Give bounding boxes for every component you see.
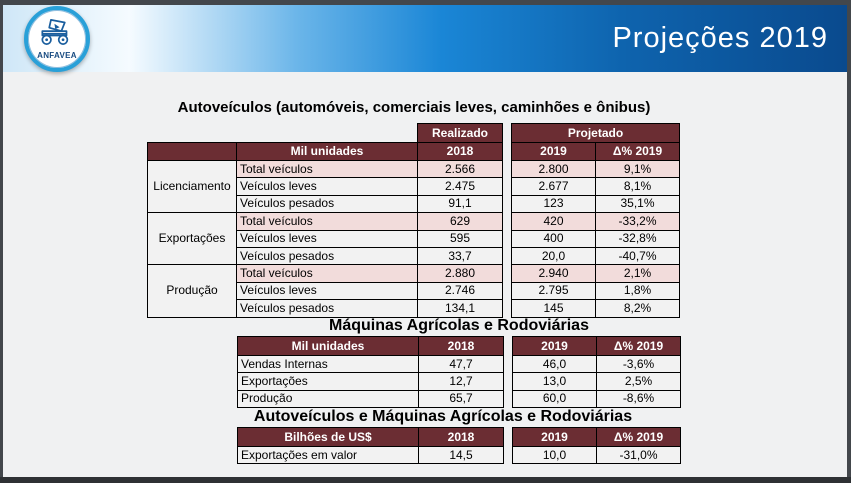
row-label: Total veículos [237,213,418,230]
value-delta: 2,1% [596,265,680,282]
table-gap [504,428,513,447]
row-label: Exportações em valor [238,447,419,464]
row-label: Veículos pesados [237,300,418,317]
projetado-header: Projetado [512,124,680,143]
value-2018: 65,7 [419,390,504,407]
unit-header: Bilhões de US$ [238,428,419,447]
year-2018-header: 2018 [419,428,504,447]
value-delta: -33,2% [596,213,680,230]
value-delta: -3,6% [597,356,681,373]
year-2019-header: 2019 [512,143,596,161]
value-2018: 91,1 [418,195,503,212]
value-2019: 2.677 [512,178,596,195]
value-2019: 420 [512,213,596,230]
year-2019-header: 2019 [513,428,597,447]
value-delta: -40,7% [596,247,680,264]
unit-header: Mil unidades [238,337,419,356]
row-group-label: Exportações [148,213,237,265]
value-2018: 629 [418,213,503,230]
value-delta: -31,0% [597,447,681,464]
value-2018: 33,7 [418,247,503,264]
delta-header: Δ% 2019 [597,428,681,447]
row-label: Total veículos [237,161,418,178]
row-label: Veículos leves [237,178,418,195]
value-2018: 2.746 [418,282,503,299]
value-2018: 134,1 [418,300,503,317]
tractor-icon [38,18,76,51]
value-2019: 10,0 [513,447,597,464]
section-title-autoveiculos: Autoveículos (automóveis, comerciais leves, caminhões e ônibus) [177,99,651,116]
row-label: Vendas Internas [238,356,419,373]
value-delta: 1,8% [596,282,680,299]
slide-background [3,5,847,477]
row-label: Veículos pesados [237,247,418,264]
table-gap [504,337,513,356]
value-2018: 2.475 [418,178,503,195]
value-2019: 60,0 [513,390,597,407]
maquinas-table [237,336,681,408]
value-delta: -8,6% [597,390,681,407]
value-delta: 8,1% [596,178,680,195]
value-2019: 20,0 [512,247,596,264]
value-2018: 14,5 [419,447,504,464]
value-delta: 35,1% [596,195,680,212]
value-delta: -32,8% [596,230,680,247]
group-column-header [148,143,237,161]
value-2019: 2.940 [512,265,596,282]
section-title-autoveiculos-maquinas: Autoveículos e Máquinas Agrícolas e Rodoviárias [253,408,633,425]
row-label: Veículos pesados [237,195,418,212]
autoveiculos-table [147,123,680,318]
slide-title: Projeções 2019 [612,22,828,54]
row-label: Veículos leves [237,230,418,247]
anfavea-logo-text: ANFAVEA [37,51,77,60]
value-2019: 145 [512,300,596,317]
value-2018: 12,7 [419,373,504,390]
delta-header: Δ% 2019 [597,337,681,356]
value-2019: 400 [512,230,596,247]
value-2019: 46,0 [513,356,597,373]
value-2019: 2.795 [512,282,596,299]
value-2018: 2.880 [418,265,503,282]
value-delta: 2,5% [597,373,681,390]
realizado-header: Realizado [418,124,503,143]
year-2019-header: 2019 [513,337,597,356]
year-2018-header: 2018 [419,337,504,356]
row-label: Total veículos [237,265,418,282]
value-2018: 47,7 [419,356,504,373]
table-gap [503,124,512,143]
value-2019: 2.800 [512,161,596,178]
value-delta: 9,1% [596,161,680,178]
slide-header [3,5,847,72]
unit-header: Mil unidades [237,143,418,161]
row-group-label: Produção [148,265,237,317]
slide-frame-bottom [0,477,851,483]
row-group-label: Licenciamento [148,161,237,213]
section-title-maquinas: Máquinas Agrícolas e Rodoviárias [329,317,589,334]
year-2018-header: 2018 [418,143,503,161]
value-delta: 8,2% [596,300,680,317]
exportacoes-valor-table [237,427,681,464]
row-label: Veículos leves [237,282,418,299]
row-label: Produção [238,390,419,407]
value-2018: 2.566 [418,161,503,178]
value-2019: 13,0 [513,373,597,390]
table-gap [503,143,512,161]
row-label: Exportações [238,373,419,390]
value-2019: 123 [512,195,596,212]
value-2018: 595 [418,230,503,247]
table-blank-cell [148,124,418,143]
delta-header: Δ% 2019 [596,143,680,161]
anfavea-logo [24,6,90,72]
